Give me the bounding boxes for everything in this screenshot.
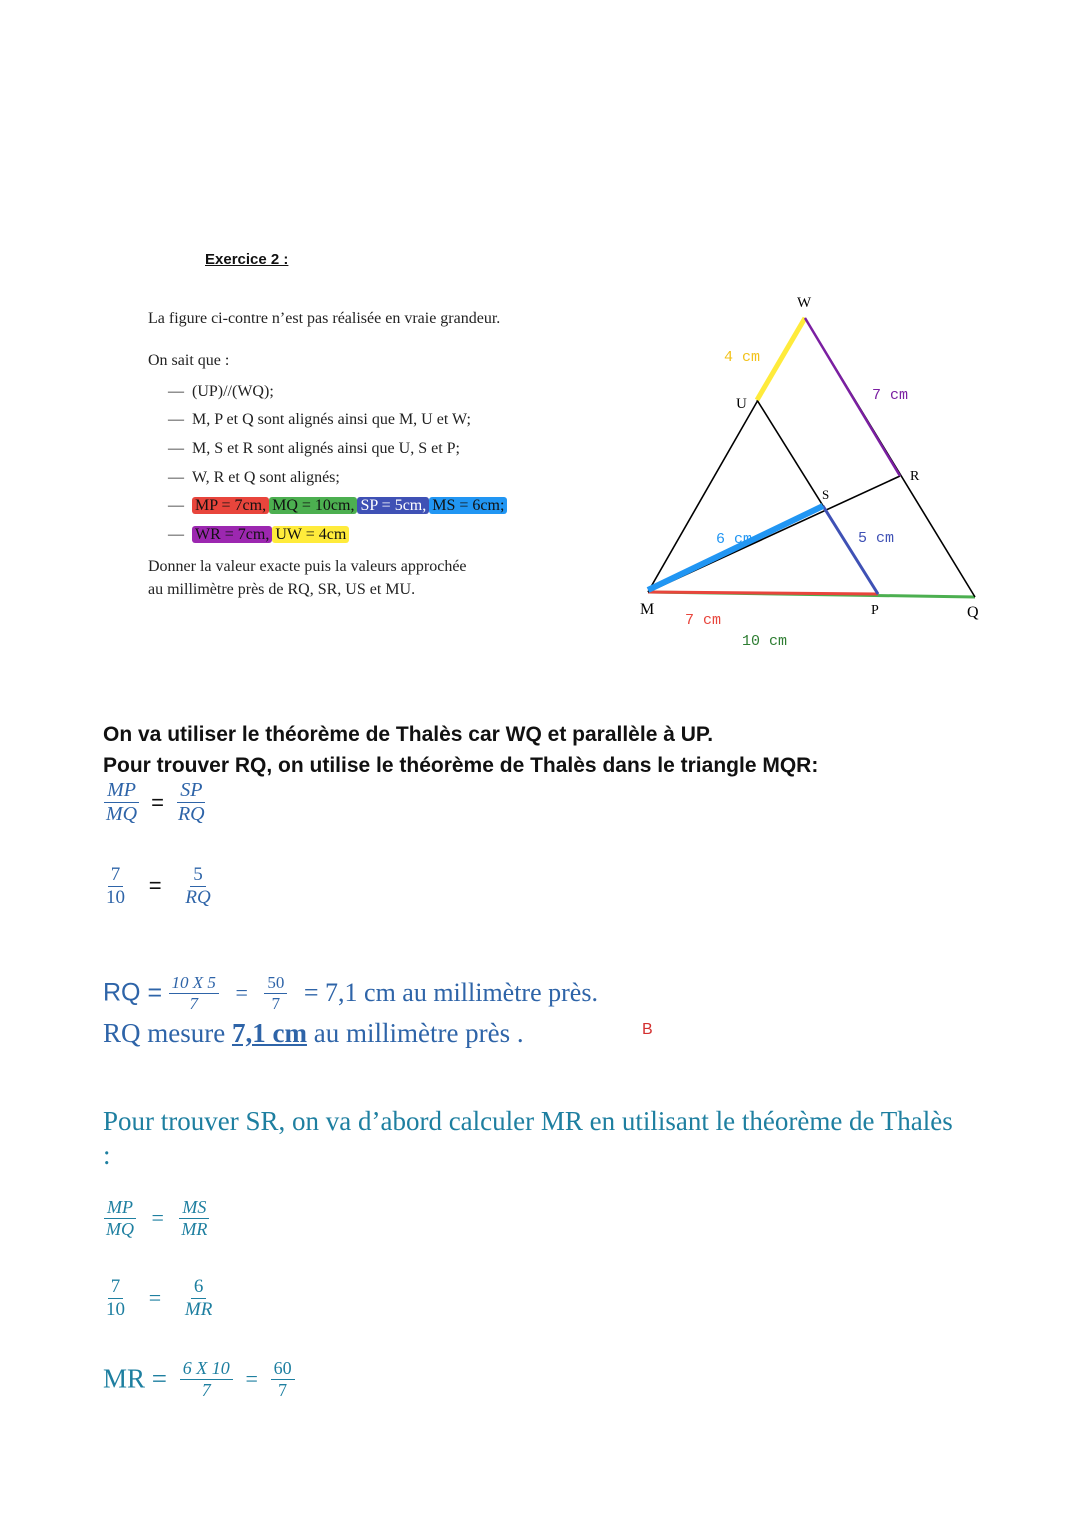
highlight-mq: MQ = 10cm, — [269, 497, 357, 514]
highlight-mp: MP = 7cm, — [192, 497, 269, 514]
highlight-wr: WR = 7cm, — [192, 526, 272, 543]
label-ms: 6 cm — [716, 531, 753, 548]
exercise-title: Exercice 2 : — [205, 251, 289, 268]
list-item: — (UP)//(WQ); — [168, 383, 274, 400]
label-sp: 5 cm — [858, 530, 895, 547]
rq-calculation: RQ = $\frac{10 X 5}{7}$ = $\frac{50}{7}$ = 7,1 cm au millimètre près. — [103, 973, 598, 1013]
list-item: — M, S et R sont alignés ainsi que U, S et P; — [168, 440, 460, 457]
highlight-sp: SP = 5cm, — [357, 497, 429, 514]
label-mq: 10 cm — [742, 633, 788, 650]
highlight-uw: UW = 4cm — [272, 526, 349, 543]
equation-2: $\frac{7}{10}$ = $\frac{5}{RQ}$ — [106, 864, 211, 908]
equation-4: $\frac{7}{10}$ = $\frac{6}{MR}$ — [106, 1276, 213, 1320]
point-m: M — [640, 601, 655, 618]
point-u: U — [736, 396, 747, 412]
equation-1: $\frac{MP}{MQ}$ = $\frac{SP}{RQ}$ — [106, 779, 205, 825]
sr-intro: Pour trouver SR, on va d’abord calculer MR en utilisant le théorème de Thalès : — [103, 1106, 953, 1170]
segment-mp — [648, 592, 878, 594]
point-w: W — [797, 295, 812, 311]
label-uw: 4 cm — [724, 349, 761, 366]
highlight-ms: MS = 6cm; — [429, 497, 507, 514]
segment-sp — [823, 506, 878, 594]
label-mp: 7 cm — [685, 612, 722, 629]
label-wr: 7 cm — [872, 387, 909, 404]
task-text-2: au millimètre près de RQ, SR, US et MU. — [148, 581, 416, 598]
segment-ms — [648, 506, 823, 590]
highlighted-measures-2: — WR = 7cm, UW = 4cm — [168, 526, 349, 544]
point-s: S — [822, 487, 830, 502]
list-item: — W, R et Q sont alignés; — [168, 469, 340, 486]
point-q: Q — [967, 604, 979, 621]
known-label: On sait que : — [148, 352, 230, 369]
rq-value: 7,1 cm — [231, 1018, 307, 1048]
mr-calculation: MR = $\frac{6 X 10}{7}$ = $\frac{60}{7}$ — [103, 1358, 295, 1400]
grade-mark: B — [642, 1021, 653, 1038]
solution-line-1: On va utiliser le théorème de Thalès car WQ et parallèle à UP. — [103, 723, 714, 746]
point-r: R — [910, 469, 920, 484]
point-p: P — [871, 603, 879, 618]
task-text-1: Donner la valeur exacte puis la valeurs approchée — [148, 558, 467, 575]
segment-uw — [757, 318, 805, 400]
equation-3: $\frac{MP}{MQ}$ = $\frac{MS}{MR}$ — [106, 1197, 208, 1239]
intro-text: La figure ci-contre n’est pas réalisée en vraie grandeur. — [148, 310, 501, 327]
highlighted-measures-1: — MP = 7cm, MQ = 10cm, SP = 5cm, MS = 6cm; — [168, 497, 507, 515]
triangle-figure — [0, 0, 1080, 700]
list-item: — M, P et Q sont alignés ainsi que M, U et W; — [168, 411, 471, 428]
solution-line-2: Pour trouver RQ, on utilise le théorème de Thalès dans le triangle MQR: — [103, 754, 819, 777]
rq-result: RQ mesure 7,1 cm au millimètre près . — [103, 1018, 524, 1048]
